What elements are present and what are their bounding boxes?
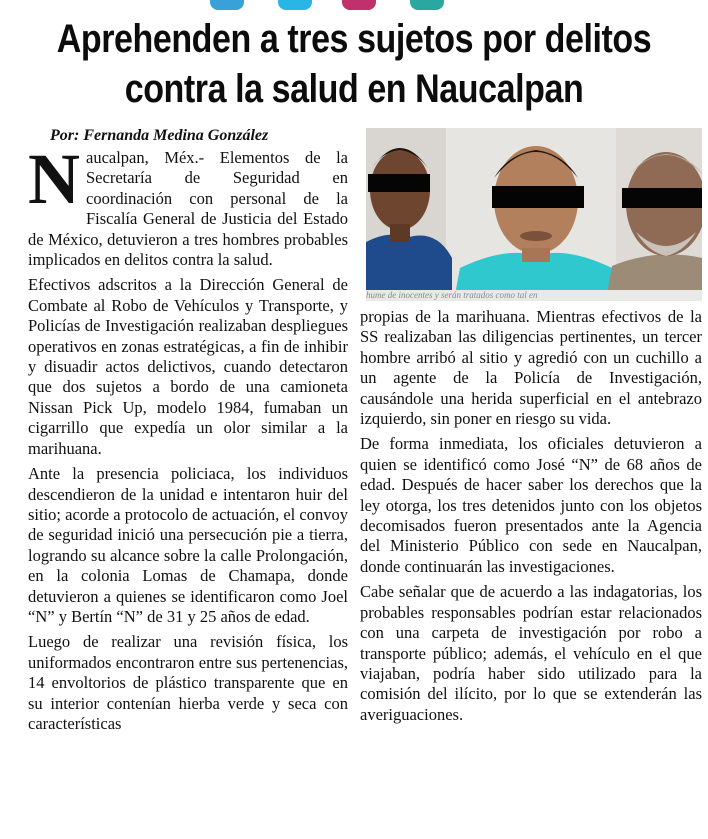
byline: Por: Fernanda Medina González (50, 127, 269, 144)
suspects-photo (366, 128, 702, 300)
paragraph-4: Luego de realizar una revisión física, los uniformados encontraron entre sus pertenencias, 14 envoltorios de plástico transparente que en su interior contenían hierba verde y seca con características (28, 632, 348, 733)
paragraph-5: propias de la marihuana. Mientras efectivos de la SS realizaban las diligencias pertinentes, un tercer hombre arribó al sitio y agredió con un cuchillo a un agente de la Policía de Investigación, causándole una herida superficial en el antebrazo izquierdo, sin poner en riesgo su vida. (360, 307, 702, 429)
suspect-1-figure (366, 128, 452, 300)
headline-line-2: contra la salud en Naucalpan (124, 67, 584, 111)
social-icon-4 (410, 0, 444, 10)
social-icon-2 (278, 0, 312, 10)
suspect-3-figure (606, 128, 702, 300)
paragraph-3: Ante la presencia policiaca, los individuos descendieron de la unidad e intentaron huir del sitio; acorde a protocolo de actuación, el convoy de seguridad inició una persecución pie a tierra, logrando su alcance sobre la calle Prolongación, en la colonia Lomas de Chamapa, donde detuvieron a quienes se identificaron como Joel “N” y Bertín “N” de 31 y 25 años de edad. (28, 464, 348, 626)
paragraph-1 (28, 139, 348, 270)
social-icon-3 (342, 0, 376, 10)
paragraph-6: De forma inmediata, los oficiales detuvieron a quien se identificó como José “N” de 68 años de edad. Después de hacer saber los derechos que la ley otorga, los tres detenidos junto con los objetos decomisados fueron presentados ante la Agencia del Ministerio Público con sede en Naucalpan, donde continuarán las investigaciones. (360, 434, 702, 576)
headline (53, 14, 655, 114)
social-icon-1 (210, 0, 244, 10)
paragraph-2: Efectivos adscritos a la Dirección General de Combate al Robo de Vehículos y Transporte, y Policías de Investigación realizaban despliegues operativos en zonas estratégicas, a fin de inhibir y disuadir actos delictivos, cuando detectaron que dos sujetos a bordo de una camioneta Nissan Pick Up, modelo 1984, fumaban un cigarrillo que expedía un olor similar a la marihuana. (28, 275, 348, 458)
article-column-right (360, 307, 702, 730)
paragraph-7: Cabe señalar que de acuerdo a las indagatorias, los probables responsables podrían estar relacionados con una carpeta de investigación por robo a transporte público; además, el vehículo en el que viajaban, podría haber sido utilizado para la comisión del ilícito, por lo que se extenderán las averiguaciones. (360, 582, 702, 724)
photo-caption: hume de inocentes y serán tratados como tal en (366, 290, 702, 301)
article-column-left (28, 139, 348, 739)
social-icons-strip (0, 0, 708, 14)
paragraph-1-text: aucalpan, Méx.- Elementos de la Secretaría de Seguridad en coordinación con personal de la Fiscalía General de Justicia del Estado de México, detuvieron a tres hombres probables implicados en delitos contra la salud. (28, 148, 348, 270)
headline-line-1: Aprehenden a tres sujetos por delitos (56, 17, 652, 61)
drop-cap: N (28, 139, 80, 219)
